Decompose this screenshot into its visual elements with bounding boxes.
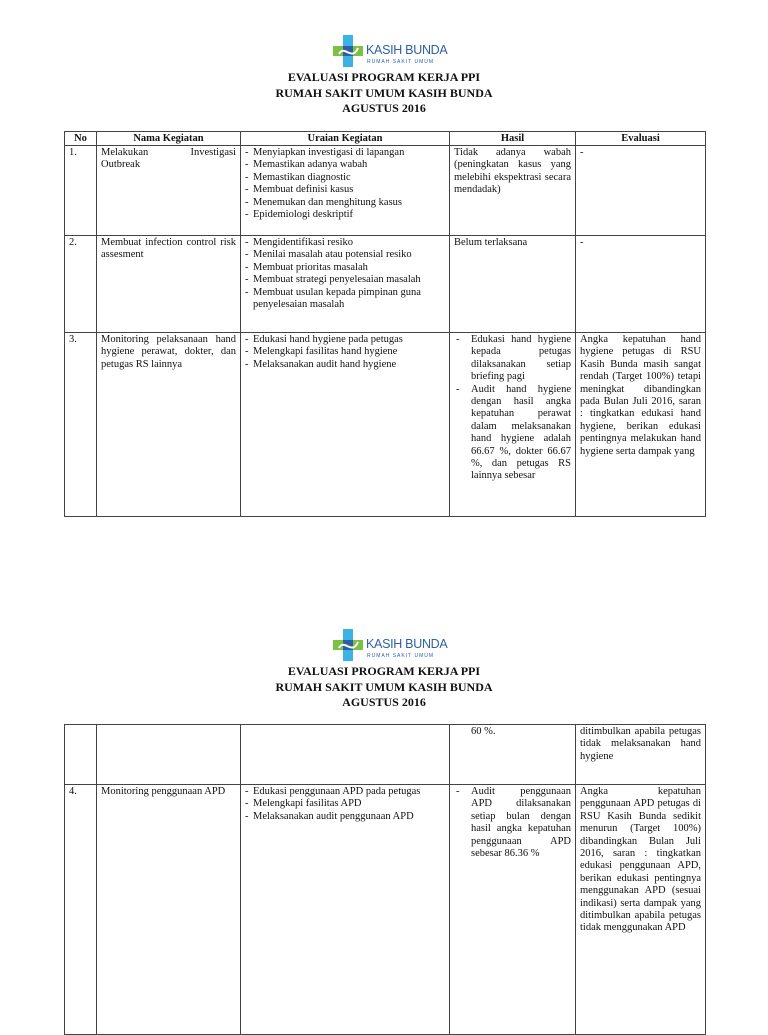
uraian-item: - Melengkapi fasilitas APD	[245, 798, 445, 810]
table-row	[65, 333, 706, 517]
header-no: No	[65, 132, 97, 146]
table-row	[65, 785, 706, 1035]
logo-subtitle-text: RUMAH SAKIT UMUM	[367, 653, 435, 659]
row-uraian	[241, 333, 450, 517]
cross-emblem-icon	[332, 628, 364, 662]
row-nama: Monitoring penggunaan APD	[97, 785, 241, 1035]
table-row	[65, 236, 706, 333]
title-line-2: RUMAH SAKIT UMUM KASIH BUNDA	[275, 85, 493, 100]
row-uraian	[241, 785, 450, 1035]
uraian-item: - Melaksanakan audit hand hygiene	[245, 359, 445, 371]
row-no: 2.	[65, 236, 97, 333]
document-title-block	[0, 70, 768, 117]
title-line-3: AGUSTUS 2016	[342, 695, 426, 709]
row-nama	[97, 725, 241, 785]
header-nama-kegiatan: Nama Kegiatan	[97, 132, 241, 146]
uraian-item: - Membuat definisi kasus	[245, 184, 445, 196]
row-hasil	[450, 725, 576, 785]
row-nama: Melakukan Investigasi Outbreak	[97, 146, 241, 236]
row-uraian	[241, 725, 450, 785]
evaluation-table-page-1	[64, 131, 706, 517]
uraian-item: - Mengidentifikasi resiko	[245, 237, 445, 249]
row-hasil: Tidak adanya wabah (peningkatan kasus yang melebihi ekspektrasi secara mendadak)	[450, 146, 576, 236]
row-nama: Membuat infection control risk assesment	[97, 236, 241, 333]
row-uraian	[241, 146, 450, 236]
uraian-item: - Membuat prioritas masalah	[245, 262, 445, 274]
hasil-item: - Audit hand hygiene dengan hasil angka kepatuhan perawat dalam melaksanakan hand hygiene adalah 66.67 %, dokter 66.67 %, dan petugas RS lainnya sebesar	[454, 384, 571, 483]
row-evaluasi: -	[576, 146, 706, 236]
header-hasil: Hasil	[450, 132, 576, 146]
uraian-item: - Epidemiologi deskriptif	[245, 209, 445, 221]
header-evaluasi: Evaluasi	[576, 132, 706, 146]
row-no: 1.	[65, 146, 97, 236]
hospital-logo	[332, 628, 448, 664]
uraian-item: - Melaksanakan audit penggunaan APD	[245, 811, 445, 823]
logo-brand-text: KASIH BUNDA	[366, 43, 448, 57]
row-no: 3.	[65, 333, 97, 517]
document-title-block	[0, 664, 768, 711]
header-uraian-kegiatan: Uraian Kegiatan	[241, 132, 450, 146]
title-line-1: EVALUASI PROGRAM KERJA PPI	[287, 70, 481, 84]
uraian-item: - Memastikan diagnostic	[245, 172, 445, 184]
row-hasil	[450, 333, 576, 517]
logo-subtitle-text: RUMAH SAKIT UMUM	[367, 59, 435, 65]
table-row-continuation	[65, 725, 706, 785]
row-uraian	[241, 236, 450, 333]
row-nama: Monitoring pelaksanaan hand hygiene perawat, dokter, dan petugas RS lainnya	[97, 333, 241, 517]
hospital-logo	[332, 34, 448, 70]
row-hasil	[450, 785, 576, 1035]
uraian-item: - Memastikan adanya wabah	[245, 159, 445, 171]
row-evaluasi: ditimbulkan apabila petugas tidak melaksanakan hand hygiene	[576, 725, 706, 785]
row-evaluasi: -	[576, 236, 706, 333]
uraian-item: - Melengkapi fasilitas hand hygiene	[245, 346, 445, 358]
title-line-1: EVALUASI PROGRAM KERJA PPI	[287, 664, 481, 678]
row-no: 4.	[65, 785, 97, 1035]
logo-brand-text: KASIH BUNDA	[366, 637, 448, 651]
evaluation-table-page-2	[64, 724, 706, 1035]
uraian-item: - Membuat strategi penyelesaian masalah	[245, 274, 445, 286]
table-row	[65, 146, 706, 236]
evaluasi-text: Angka kepatuhan hand hygiene petugas di RSU Kasih Bunda masih sangat rendah (Target 100%) tetapi meningkat dibandingkan pada Bulan Juli 2016, saran : tingkatkan edukasi hand hygiene, berikan edukasi pentingnya melakukan hand hygiene serta dampak yang	[580, 334, 701, 457]
uraian-item: - Menyiapkan investigasi di lapangan	[245, 147, 445, 159]
uraian-item: - Menilai masalah atau potensial resiko	[245, 249, 445, 261]
hasil-item: - Edukasi hand hygiene kepada petugas dilaksanakan setiap briefing pagi	[454, 334, 571, 384]
uraian-item: - Edukasi hand hygiene pada petugas	[245, 334, 445, 346]
uraian-item: - Membuat usulan kepada pimpinan guna penyelesaian masalah	[245, 287, 445, 312]
uraian-item: - Edukasi penggunaan APD pada petugas	[245, 786, 445, 798]
row-no	[65, 725, 97, 785]
hasil-continuation: 60 %.	[471, 726, 496, 737]
hasil-item: - Audit penggunaan APD dilaksanakan setiap bulan dengan hasil angka kepatuhan penggunaan APD sebesar 86.36 %	[454, 786, 571, 860]
row-hasil: Belum terlaksana	[450, 236, 576, 333]
title-line-3: AGUSTUS 2016	[342, 101, 426, 115]
row-evaluasi	[576, 333, 706, 517]
uraian-item: - Menemukan dan menghitung kasus	[245, 197, 445, 209]
row-evaluasi: Angka kepatuhan penggunaan APD petugas di RSU Kasih Bunda sedikit menurun (Target 100%) dibandingkan Bulan Juli 2016, saran : tingkatkan edukasi penggunaan APD, berikan edukasi pentingnya menggunakan APD (sesuai indikasi) serta dampak yang ditimbulkan apabila petugas tidak menggunakan APD	[576, 785, 706, 1035]
title-line-2: RUMAH SAKIT UMUM KASIH BUNDA	[275, 679, 493, 694]
table-header-row	[65, 132, 706, 146]
cross-emblem-icon	[332, 34, 364, 68]
